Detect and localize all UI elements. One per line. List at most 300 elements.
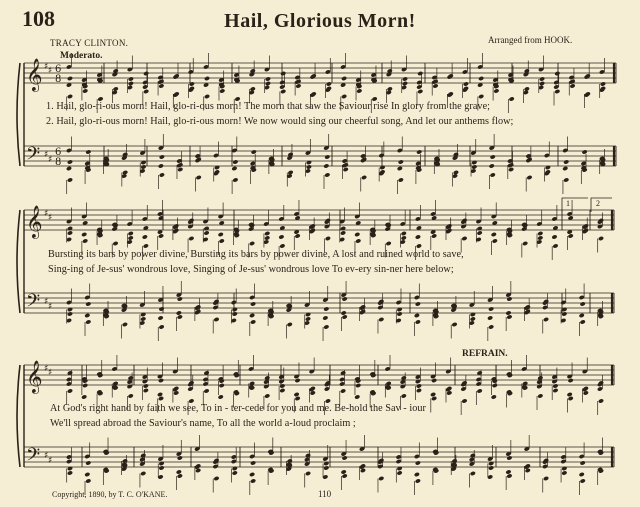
note-head bbox=[158, 233, 164, 238]
note-head bbox=[537, 235, 543, 240]
note-head bbox=[386, 381, 392, 386]
note-head bbox=[128, 81, 134, 86]
note-head bbox=[354, 232, 360, 237]
sharp-icon: ♯ bbox=[44, 209, 49, 219]
note-head bbox=[506, 314, 512, 319]
note-head bbox=[306, 164, 312, 169]
note-head bbox=[379, 165, 385, 170]
note-head bbox=[158, 461, 164, 466]
note-head bbox=[279, 383, 285, 388]
time-signature: 8 bbox=[55, 74, 62, 85]
note-head bbox=[140, 164, 146, 169]
note-head bbox=[203, 230, 209, 235]
note-head bbox=[402, 81, 408, 86]
note-head bbox=[492, 383, 498, 388]
note-head bbox=[488, 461, 494, 466]
sharp-icon: ♯ bbox=[48, 213, 53, 223]
note-head bbox=[112, 381, 118, 386]
note-head bbox=[470, 471, 476, 476]
note-head bbox=[491, 394, 497, 399]
note-head bbox=[432, 83, 438, 88]
note-head bbox=[477, 230, 483, 235]
note-head bbox=[294, 378, 300, 383]
system-brace bbox=[17, 210, 20, 313]
note-head bbox=[177, 296, 183, 301]
note-head bbox=[219, 383, 225, 388]
note-head bbox=[323, 465, 329, 470]
time-signature: 6 bbox=[55, 147, 62, 158]
note-head bbox=[490, 154, 496, 159]
note-head bbox=[396, 311, 402, 316]
note-head bbox=[128, 76, 134, 81]
note-head bbox=[561, 466, 567, 471]
note-head bbox=[322, 315, 328, 320]
note-head bbox=[416, 149, 422, 154]
treble-clef-icon: 𝄞 bbox=[26, 58, 43, 91]
note-head bbox=[508, 167, 514, 172]
refrain-label: REFRAIN. bbox=[462, 349, 508, 359]
note-head bbox=[493, 88, 499, 93]
note-head bbox=[177, 455, 183, 460]
note-head bbox=[568, 396, 574, 401]
note-head bbox=[188, 236, 194, 241]
note-head bbox=[249, 313, 255, 318]
note-head bbox=[431, 233, 437, 238]
note-head bbox=[250, 478, 256, 483]
note-head bbox=[543, 476, 549, 481]
note-head bbox=[453, 170, 459, 175]
note-head bbox=[278, 234, 284, 239]
note-head bbox=[67, 311, 73, 316]
sharp-icon: ♯ bbox=[44, 364, 49, 374]
note-head bbox=[264, 235, 270, 240]
note-head bbox=[67, 177, 73, 182]
note-head bbox=[122, 458, 128, 463]
note-head bbox=[204, 94, 210, 99]
note-head bbox=[415, 301, 421, 306]
note-head bbox=[326, 81, 332, 86]
note-head bbox=[355, 383, 361, 388]
note-head bbox=[305, 471, 311, 476]
note-head bbox=[85, 301, 91, 306]
note-head bbox=[490, 172, 496, 177]
note-head bbox=[128, 231, 134, 236]
note-head bbox=[431, 378, 437, 383]
note-head bbox=[158, 163, 164, 168]
note-head bbox=[213, 476, 219, 481]
note-head bbox=[67, 466, 73, 471]
note-head bbox=[341, 94, 347, 99]
bass-clef-icon: 𝄢 bbox=[26, 144, 41, 169]
note-head bbox=[143, 243, 149, 248]
note-head bbox=[122, 170, 128, 175]
note-head bbox=[81, 232, 87, 237]
note-head bbox=[470, 453, 476, 458]
note-head bbox=[342, 296, 348, 301]
note-head bbox=[478, 94, 484, 99]
note-head bbox=[219, 88, 225, 93]
note-head bbox=[568, 378, 574, 383]
note-head bbox=[142, 234, 148, 239]
note-head bbox=[416, 383, 422, 388]
note-head bbox=[250, 86, 256, 91]
sharp-icon: ♯ bbox=[48, 456, 53, 466]
note-head bbox=[113, 86, 119, 91]
time-signature: 6 bbox=[55, 64, 62, 75]
note-head bbox=[387, 86, 393, 91]
note-head bbox=[287, 322, 293, 327]
note-head bbox=[580, 478, 586, 483]
note-head bbox=[82, 88, 88, 93]
note-head bbox=[415, 478, 421, 483]
note-head bbox=[231, 166, 237, 171]
note-head bbox=[416, 388, 422, 393]
lyric-line: Sing-ing of Je-sus' wondrous love, Singing of Je-sus' wondrous love To ev-ery sin-ner here below; bbox=[48, 264, 454, 275]
note-head bbox=[552, 383, 558, 388]
note-head bbox=[378, 317, 384, 322]
note-head bbox=[188, 398, 194, 403]
note-head bbox=[341, 310, 347, 315]
note-head bbox=[453, 152, 459, 157]
note-head bbox=[234, 96, 240, 101]
note-head bbox=[196, 175, 202, 180]
note-head bbox=[343, 167, 349, 172]
note-head bbox=[492, 238, 498, 243]
lyric-line: 1. Hail, glo-ri-ous morn! Hail, glo-ri-ous morn! The morn that saw the Saviour rise In glory from the grave; bbox=[46, 101, 491, 112]
note-head bbox=[378, 476, 384, 481]
note-head bbox=[249, 241, 255, 246]
note-head bbox=[232, 311, 238, 316]
note-head bbox=[356, 88, 362, 93]
sharp-icon: ♯ bbox=[48, 155, 53, 165]
note-head bbox=[477, 388, 483, 393]
sharp-icon: ♯ bbox=[44, 62, 49, 72]
arranger-credit: Arranged from HOOK. bbox=[488, 35, 573, 45]
note-head bbox=[264, 231, 270, 236]
note-head bbox=[355, 238, 361, 243]
note-head bbox=[461, 398, 467, 403]
treble-clef-icon: 𝄞 bbox=[26, 360, 43, 393]
note-head bbox=[414, 313, 420, 318]
note-head bbox=[177, 167, 183, 172]
note-head bbox=[491, 232, 497, 237]
note-head bbox=[287, 458, 293, 463]
note-head bbox=[396, 307, 402, 312]
ending-number: 2 bbox=[596, 199, 600, 208]
note-head bbox=[477, 226, 483, 231]
note-head bbox=[66, 166, 72, 171]
note-head bbox=[324, 154, 330, 159]
sharp-icon: ♯ bbox=[44, 297, 49, 307]
note-head bbox=[524, 86, 530, 91]
note-head bbox=[342, 314, 348, 319]
note-head bbox=[67, 470, 73, 475]
note-head bbox=[85, 460, 91, 465]
note-head bbox=[325, 236, 331, 241]
note-head bbox=[143, 383, 149, 388]
note-head bbox=[451, 458, 457, 463]
note-head bbox=[580, 319, 586, 324]
note-head bbox=[325, 398, 331, 403]
note-head bbox=[203, 226, 209, 231]
bass-clef-icon: 𝄢 bbox=[26, 445, 41, 470]
note-head bbox=[554, 89, 560, 94]
lyric-line: We'll spread abroad the Saviour's name, To all the world a-loud proclaim ; bbox=[50, 418, 356, 429]
note-head bbox=[250, 301, 256, 306]
lyric-line: Bursting its bars by power divine, Bursting its bars by power divine, A lost and ruined world to save, bbox=[48, 249, 464, 260]
note-head bbox=[264, 393, 270, 398]
note-head bbox=[82, 238, 88, 243]
note-head bbox=[279, 388, 285, 393]
note-head bbox=[305, 316, 311, 321]
note-head bbox=[552, 243, 558, 248]
note-head bbox=[563, 177, 569, 182]
note-head bbox=[569, 83, 575, 88]
note-head bbox=[431, 396, 437, 401]
note-head bbox=[340, 388, 346, 393]
note-head bbox=[287, 170, 293, 175]
note-head bbox=[294, 233, 300, 238]
note-head bbox=[430, 392, 436, 397]
note-head bbox=[122, 322, 128, 327]
note-head bbox=[470, 312, 476, 317]
note-head bbox=[522, 241, 528, 246]
note-head bbox=[401, 393, 407, 398]
system-brace bbox=[17, 63, 20, 166]
note-head bbox=[470, 316, 476, 321]
lyric-line: 2. Hail, glo-ri-ous morn! Hail, glo-ri-ous morn! We now would sing our cheerful song, And let our anthems flow; bbox=[46, 116, 514, 127]
note-head bbox=[67, 307, 73, 312]
note-head bbox=[158, 378, 164, 383]
note-head bbox=[177, 314, 183, 319]
time-signature: 8 bbox=[55, 157, 62, 168]
page-number: 110 bbox=[318, 489, 332, 499]
note-head bbox=[249, 472, 255, 477]
bass-clef-icon: 𝄢 bbox=[26, 291, 41, 316]
sharp-icon: ♯ bbox=[44, 150, 49, 160]
note-head bbox=[451, 322, 457, 327]
note-head bbox=[488, 306, 494, 311]
note-head bbox=[323, 461, 329, 466]
hymn-title: Hail, Glorious Morn! bbox=[224, 10, 416, 32]
note-head bbox=[140, 453, 146, 458]
note-head bbox=[85, 478, 91, 483]
tempo-marking: Moderato. bbox=[60, 51, 103, 61]
note-head bbox=[159, 154, 165, 159]
note-head bbox=[402, 76, 408, 81]
note-head bbox=[415, 319, 421, 324]
ending-number: 1 bbox=[566, 199, 570, 208]
note-head bbox=[67, 76, 73, 81]
note-head bbox=[143, 71, 149, 76]
note-head bbox=[203, 388, 209, 393]
note-head bbox=[204, 76, 210, 81]
note-head bbox=[567, 392, 573, 397]
note-head bbox=[250, 319, 256, 324]
note-head bbox=[539, 81, 545, 86]
note-head bbox=[249, 381, 255, 386]
note-head bbox=[128, 393, 134, 398]
note-head bbox=[159, 172, 165, 177]
note-head bbox=[157, 315, 163, 320]
note-head bbox=[232, 159, 238, 164]
note-head bbox=[67, 226, 73, 231]
note-head bbox=[568, 233, 574, 238]
sharp-icon: ♯ bbox=[48, 368, 53, 378]
note-head bbox=[294, 396, 300, 401]
note-head bbox=[539, 76, 545, 81]
note-head bbox=[213, 317, 219, 322]
note-head bbox=[415, 460, 421, 465]
note-head bbox=[158, 396, 164, 401]
note-head bbox=[416, 243, 422, 248]
note-head bbox=[537, 231, 543, 236]
note-head bbox=[551, 234, 557, 239]
note-head bbox=[582, 149, 588, 154]
note-head bbox=[342, 455, 348, 460]
sharp-icon: ♯ bbox=[44, 451, 49, 461]
note-head bbox=[506, 296, 512, 301]
note-head bbox=[461, 236, 467, 241]
note-head bbox=[354, 394, 360, 399]
author-credit: TRACY CLINTON. bbox=[50, 38, 129, 48]
note-head bbox=[323, 324, 329, 329]
note-head bbox=[218, 394, 224, 399]
note-head bbox=[398, 177, 404, 182]
note-head bbox=[232, 307, 238, 312]
note-head bbox=[306, 160, 312, 165]
note-head bbox=[305, 312, 311, 317]
note-head bbox=[509, 96, 515, 101]
note-head bbox=[218, 232, 224, 237]
note-head bbox=[506, 455, 512, 460]
note-head bbox=[545, 165, 551, 170]
note-head bbox=[67, 94, 73, 99]
note-head bbox=[580, 301, 586, 306]
note-head bbox=[324, 172, 330, 177]
hymn-number: 108 bbox=[22, 6, 55, 31]
note-head bbox=[122, 152, 128, 157]
note-head bbox=[85, 319, 91, 324]
note-head bbox=[505, 469, 511, 474]
note-head bbox=[251, 149, 257, 154]
note-head bbox=[140, 316, 146, 321]
note-head bbox=[341, 469, 347, 474]
treble-clef-icon: 𝄞 bbox=[26, 205, 43, 238]
note-head bbox=[143, 388, 149, 393]
note-head bbox=[471, 160, 477, 165]
note-head bbox=[232, 466, 238, 471]
note-head bbox=[214, 165, 220, 170]
note-head bbox=[415, 234, 421, 239]
note-head bbox=[506, 473, 512, 478]
note-head bbox=[305, 453, 311, 458]
note-head bbox=[489, 163, 495, 168]
note-head bbox=[84, 313, 90, 318]
note-head bbox=[250, 460, 256, 465]
note-head bbox=[361, 175, 367, 180]
note-head bbox=[81, 394, 87, 399]
note-head bbox=[158, 465, 164, 470]
note-head bbox=[85, 149, 91, 154]
note-head bbox=[463, 81, 469, 86]
note-head bbox=[401, 231, 407, 236]
note-head bbox=[371, 96, 377, 101]
note-head bbox=[598, 236, 604, 241]
note-head bbox=[67, 230, 73, 235]
note-head bbox=[526, 175, 532, 180]
note-head bbox=[280, 89, 286, 94]
note-head bbox=[128, 235, 134, 240]
note-head bbox=[323, 306, 329, 311]
note-head bbox=[396, 466, 402, 471]
note-head bbox=[600, 81, 606, 86]
note-head bbox=[580, 460, 586, 465]
note-head bbox=[471, 164, 477, 169]
system-brace bbox=[17, 365, 20, 467]
note-head bbox=[562, 166, 568, 171]
note-head bbox=[598, 398, 604, 403]
note-head bbox=[563, 159, 569, 164]
note-head bbox=[543, 317, 549, 322]
note-head bbox=[579, 472, 585, 477]
note-head bbox=[157, 392, 163, 397]
note-head bbox=[293, 392, 299, 397]
note-head bbox=[295, 83, 301, 88]
note-head bbox=[487, 315, 493, 320]
note-head bbox=[552, 388, 558, 393]
note-head bbox=[265, 81, 271, 86]
note-head bbox=[232, 177, 238, 182]
note-head bbox=[140, 160, 146, 165]
note-head bbox=[158, 83, 164, 88]
note-head bbox=[579, 313, 585, 318]
note-head bbox=[97, 96, 103, 101]
lyric-line: At God's right hand by faith we see, To in - ter-cede for you and me. Be-hold the Sav - iour bbox=[50, 403, 426, 414]
note-head bbox=[340, 230, 346, 235]
note-head bbox=[143, 89, 149, 94]
note-head bbox=[323, 163, 329, 168]
note-head bbox=[176, 310, 182, 315]
sharp-icon: ♯ bbox=[48, 66, 53, 76]
note-head bbox=[140, 471, 146, 476]
note-head bbox=[287, 152, 293, 157]
note-head bbox=[505, 310, 511, 315]
note-head bbox=[417, 71, 423, 76]
note-head bbox=[561, 470, 567, 475]
note-head bbox=[67, 388, 73, 393]
note-head bbox=[341, 76, 347, 81]
note-head bbox=[176, 469, 182, 474]
note-head bbox=[386, 241, 392, 246]
note-head bbox=[82, 383, 88, 388]
note-head bbox=[537, 393, 543, 398]
note-head bbox=[219, 238, 225, 243]
note-head bbox=[158, 324, 164, 329]
note-head bbox=[488, 324, 494, 329]
note-head bbox=[398, 159, 404, 164]
note-head bbox=[232, 470, 238, 475]
note-head bbox=[279, 243, 285, 248]
note-head bbox=[401, 235, 407, 240]
sharp-icon: ♯ bbox=[48, 302, 53, 312]
note-head bbox=[417, 89, 423, 94]
note-head bbox=[522, 381, 528, 386]
note-head bbox=[342, 473, 348, 478]
note-head bbox=[112, 241, 118, 246]
note-head bbox=[177, 473, 183, 478]
note-head bbox=[397, 166, 403, 171]
